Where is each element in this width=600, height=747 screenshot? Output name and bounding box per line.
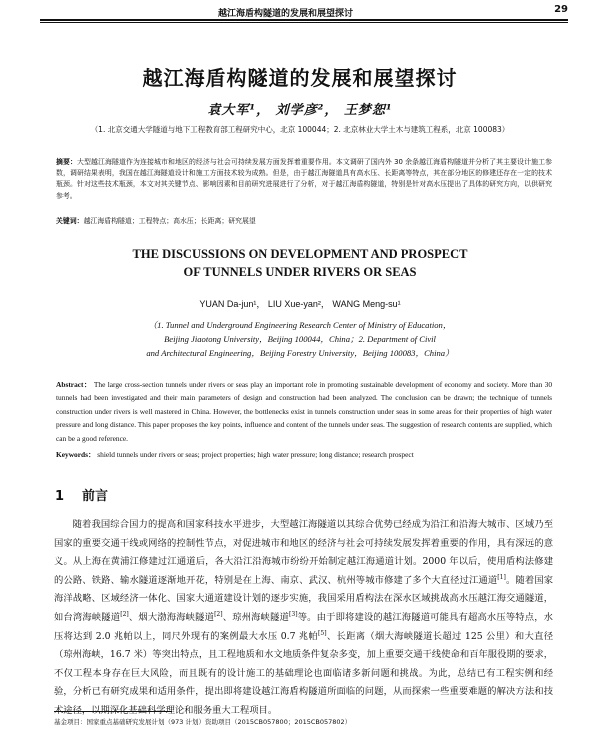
english-keywords <box>56 449 552 460</box>
chinese-abstract-text: 大型越江海隧道作为连接城市和地区的经济与社会可持续发展方面发挥着重要作用。本文调研了国内外 30 余条越江海盾构隧道并分析了其主要设计施工参数，调研结果表明，我国在越江海隧道设计和施工方面技术较为成熟。但是，由于越江海隧道具有高水压、长距离等特点，其在部分地区的修建还存在一定的技术瓶颈。针对这些技术瓶颈，本文对其关键节点、影响因素和目前研究进展进行了分析，对于越江海盾构隧道，特别是针对高水压提出了具体的研究方向，以供研究参考。 <box>56 158 552 200</box>
english-keywords-label: Keywords： <box>56 450 96 459</box>
citation[interactable]: [2] <box>214 610 223 618</box>
english-affiliation <box>0 318 600 360</box>
section-heading <box>55 485 108 504</box>
page-number: 29 <box>554 4 568 15</box>
chinese-title: 越江海盾构隧道的发展和展望探讨 <box>142 66 458 90</box>
citation[interactable]: [3] <box>289 610 298 618</box>
body-text-part: 等。由于即将建设的越江海隧道可能具有超高水压等特点，水压将达到 2.0 兆帕以上，同尺外现有的案例最大水压 0.7 兆帕 <box>54 611 553 642</box>
english-title <box>0 245 600 281</box>
chinese-abstract-label: 摘要： <box>56 158 77 166</box>
citation[interactable]: [2] <box>120 610 129 618</box>
english-affiliation-line-2: Beijing Jiaotong University，Beijing 100044，China；2. Department of Civil <box>164 334 436 344</box>
body-text-part: 、长距离（烟大海峡隧道长超过 125 公里）和大直径（琼州海峡，16.7 米）等突出特点，且工程地质和水文地质条件复杂多变，加上重要交通干线使命和百年服役期的要求，不仅工程本身存在巨大风险，而且既有的设计施工的基础理论也面临诸多新问题和挑战。为此，总结已有工程实例和经验，分析已有研究成果和适用条件，提出即将建设越江海盾构隧道所面临的问题，从而探索一些重要难题的解决方法和技术途径，以期深化基础科学理论和服务重大工程项目。 <box>54 630 553 716</box>
citation[interactable]: [5] <box>318 629 327 637</box>
section-number: 1 <box>55 489 65 504</box>
english-title-line-2: OF TUNNELS UNDER RIVERS OR SEAS <box>183 265 417 279</box>
body-text-part: 随着我国综合国力的提高和国家科技水平进步，大型越江海隧道以其综合优势已经成为沿江和沿海大城市、区域乃至国家的重要交通干线或网络的控制性节点，对促进城市和地区的经济与社会可持续发展发挥着重要的作用，具有深远的意义。从上海在黄浦江修建过江通道后，各大沿江沿海城市纷纷开始制定越江海通道计划。2000 年以后，使用盾构法修建的公路、铁路、输水隧道逐渐地开花，特别是在上海、南京、武汉、杭州等城市修建了多个大直径过江通道 <box>54 519 553 586</box>
body-text-part: 、烟大渤海海峡隧道 <box>128 611 215 623</box>
section-title: 前言 <box>82 489 109 504</box>
english-keywords-text: shield tunnels under rivers or seas; project properties; high water pressure; long distance; research prospect <box>97 450 414 459</box>
footnote-rule <box>54 711 172 712</box>
chinese-keywords-text: 越江海盾构隧道；工程特点；高水压；长距离；研究展望 <box>83 217 256 225</box>
chinese-authors: 袁大军¹， 刘学彦²， 王梦恕¹ <box>207 103 393 118</box>
english-title-line-1: THE DISCUSSIONS ON DEVELOPMENT AND PROSPECT <box>132 247 468 261</box>
english-authors: YUAN Da-jun¹， LIU Xue-yan²， WANG Meng-su¹ <box>199 299 401 309</box>
citation[interactable]: [1] <box>497 573 506 581</box>
english-affiliation-line-1: （1. Tunnel and Underground Engineering Research Center of Ministry of Education， <box>148 320 452 330</box>
english-abstract <box>56 378 552 445</box>
body-paragraph <box>54 516 553 721</box>
running-header <box>40 2 568 18</box>
english-affiliation-line-3: and Architectural Engineering，Beijing Forestry University，Beijing 100083，China） <box>146 348 454 358</box>
running-header-title: 越江海盾构隧道的发展和展望探讨 <box>218 9 354 19</box>
chinese-keywords-label: 关键词： <box>56 217 84 225</box>
funding-footnote: 基金项目：国家重点基础研究发展计划（973 计划）资助项目（2015CB057800；2015CB057802） <box>54 718 352 726</box>
body-text-part: 、琼州海峡隧道 <box>222 611 290 623</box>
english-abstract-label: Abstract： <box>56 380 92 389</box>
english-abstract-text: The large cross-section tunnels under rivers or seas play an important role in promoting sustainable development of economy and society. More than 30 tunnels had been investigated and their main parameters of design and construction had been analyzed. The conclusion can be drawn; the technique of tunnels construction under rivers is well mastered in China. However, the bottlenecks exist in tunnels construction under seas in some areas for their properties of high water pressure and long distance. This paper proposes the key points, influence and content of the tunnels under seas. The suggestion of research contents are supplied, which can be a good reference. <box>56 380 553 443</box>
chinese-keywords <box>56 215 552 225</box>
body-text-part: 。随着国家海洋战略、区域经济一体化、国家大通道建设计划的逐步实施，我国采用盾构法在深水区域挑战高水压越江海交通隧道，如台湾海峡隧道 <box>54 574 553 623</box>
chinese-affiliation: （1. 北京交通大学隧道与地下工程教育部工程研究中心，北京 100044；2. 北京林业大学土木与建筑工程系，北京 100083） <box>90 125 510 134</box>
header-rule-thin <box>40 22 568 23</box>
header-rule-thick <box>40 19 568 21</box>
chinese-abstract <box>56 157 552 202</box>
